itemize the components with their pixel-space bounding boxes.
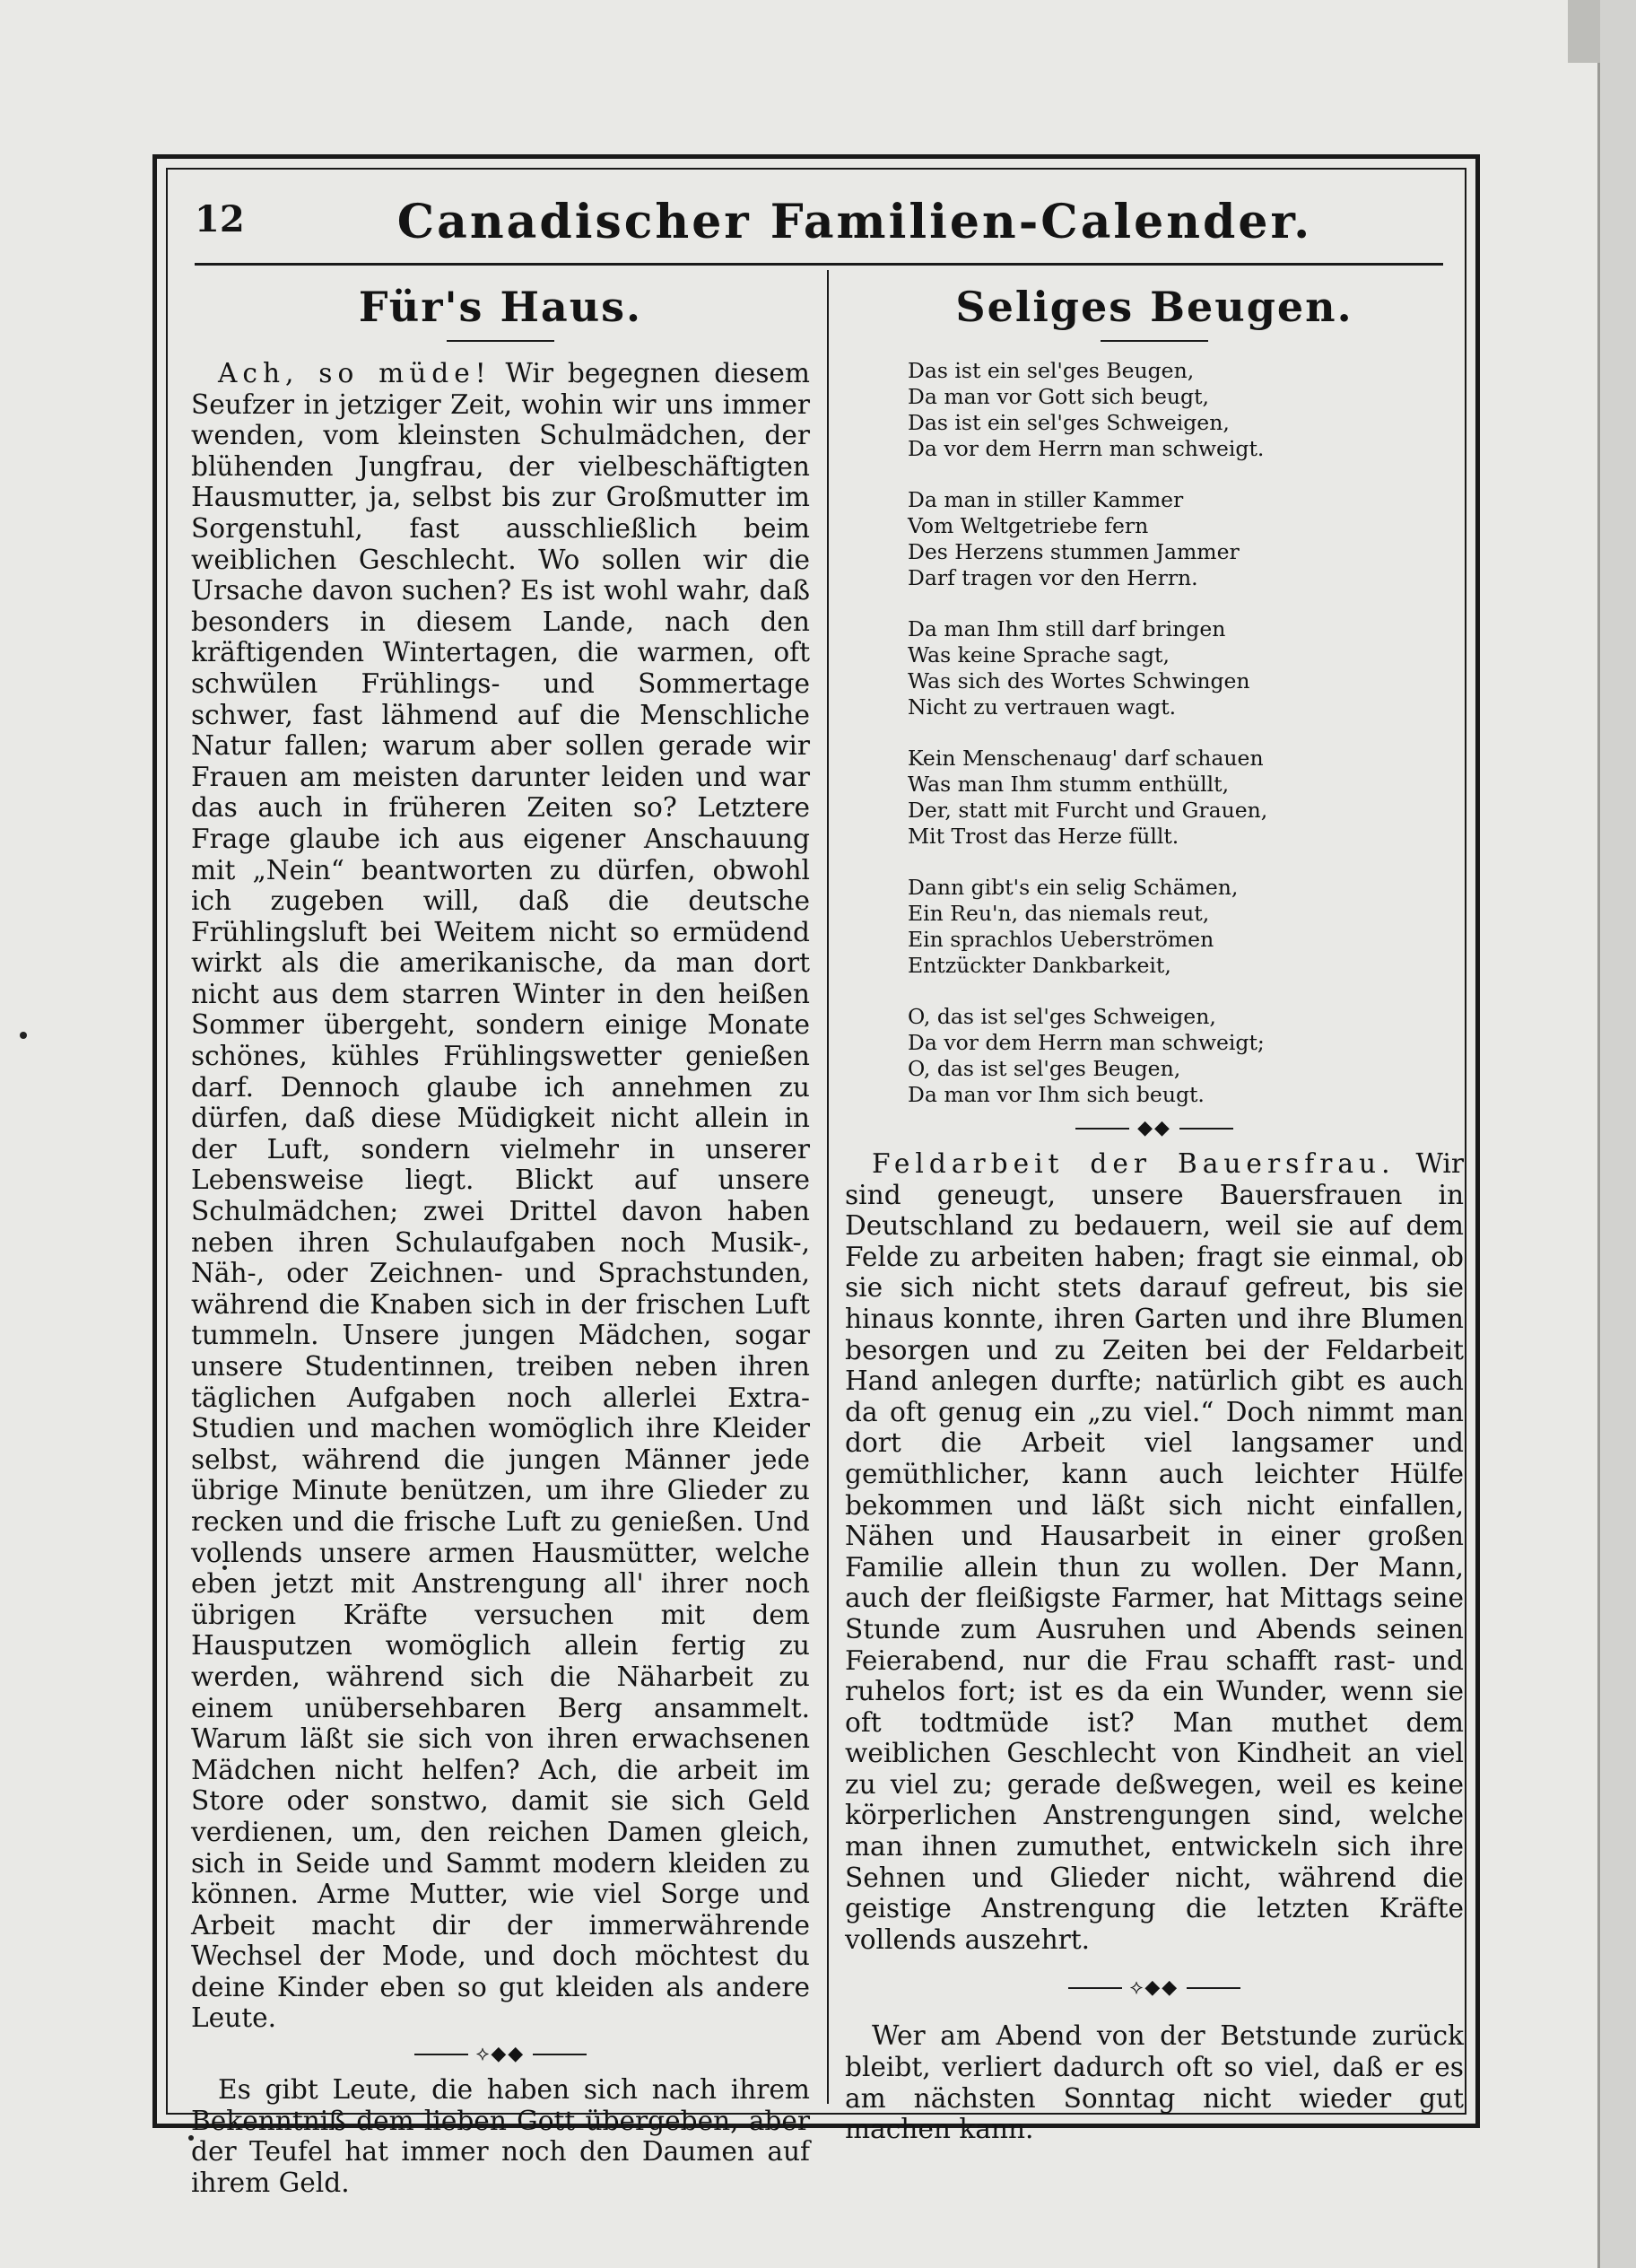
- poem-line: Ein sprachlos Ueberströmen: [908, 927, 1214, 952]
- poem-line: Nicht zu vertrauen wagt.: [908, 694, 1177, 720]
- poem-line: Da vor dem Herrn man schweigt;: [908, 1030, 1265, 1055]
- poem-line: Da vor dem Herrn man schweigt.: [908, 436, 1265, 461]
- poem-stanza: [908, 875, 1464, 979]
- article-body-feldarbeit: [845, 1148, 1464, 1955]
- poem-line: Vom Weltgetriebe fern: [908, 513, 1149, 538]
- poem-line: Ein Reu'n, das niemals reut,: [908, 901, 1210, 926]
- poem-line: Da man vor Ihm sich beugt.: [908, 1082, 1205, 1107]
- poem-line: Kein Menschenaug' darf schauen: [908, 746, 1264, 771]
- running-title: Canadischer Familien-Calender.: [396, 195, 1313, 249]
- poem-title: Seliges Beugen.: [955, 283, 1353, 331]
- aphorism-text: Wer am Abend von der Betstunde zurück bleibt, verliert dadurch oft so viel, daß er es am nächsten Sonntag nicht wieder gut machen kann.: [845, 2020, 1464, 2145]
- poem-body: [908, 358, 1464, 1108]
- column-divider: [827, 270, 829, 2104]
- poem-line: Der, statt mit Furcht und Grauen,: [908, 798, 1268, 823]
- aphorism-text: Es gibt Leute, die haben sich nach ihrem Bekenntniß dem lieben Gott übergeben, aber der Teufel hat immer noch den Daumen auf ihrem Geld.: [191, 2074, 810, 2198]
- aphorism-betstunde: [845, 2020, 1464, 2144]
- poem-line: Entzückter Dankbarkeit,: [908, 953, 1171, 978]
- page-frame: [152, 154, 1480, 2198]
- poem-line: O, das ist sel'ges Schweigen,: [908, 1004, 1216, 1029]
- section-ornament: ◆◆: [845, 1117, 1464, 1139]
- article-text: Wir sind geneugt, unsere Bauersfrauen in Deutschland zu bedauern, weil sie auf dem Felde zu arbeiten haben; fragt sie einmal, ob sie sich nicht stets darauf gefreut, bis sie hinaus konnte, ihren Garten und ihre Blumen besorgen und zu Zeiten bei der Feldarbeit Hand anlegen durfte; natürlich gibt es auch da oft genug ein „zu viel.“ Doch nimmt man dort die Arbeit viel langsamer und gemüthlicher, kann auch leichter Hülfe bekommen und läßt sich nicht einfallen, Nähen und Hausarbeit in einer großen Familie allein thun zu wollen. Der Mann, auch der fleißigste Farmer, hat Mittags seine Stunde zum Ausruhen und Abends seinen Feierabend, nur die Frau schafft rast- und ruhelos fort; ist es da ein Wunder, wenn sie oft todtmüde ist? Man muthet dem weiblichen Geschlecht von Kindheit an viel zu viel zu; gerade deßwegen, weil es keine körperlichen Anstrengungen sind, welche man ihnen zumuthet, entwickeln sich ihre Sehnen und Glieder nicht, während die geistige Anstrengung die letzten Kräfte vollends auszehrt.: [845, 1148, 1464, 1955]
- poem-stanza: [908, 746, 1464, 850]
- article-body-fuers-haus: [191, 358, 810, 2034]
- title-underline: [447, 340, 554, 342]
- poem-line: O, das ist sel'ges Beugen,: [908, 1056, 1181, 1081]
- poem-stanza: [908, 358, 1464, 462]
- header-rule: [195, 263, 1443, 266]
- article-text: Wir begegnen diesem Seufzer in jetziger Zeit, wohin wir uns immer wenden, vom kleinsten Schulmädchen, der blühenden Jungfrau, der vielbeschäftigten Hausmutter, ja, selbst bis zur Großmutter im Sorgenstuhl, fast ausschließlich beim weiblichen Geschlecht. Wo sollen wir die Ursache davon suchen? Es ist wohl wahr, daß besonders in diesem Lande, nach den kräftigenden Wintertagen, die warmen, oft schwülen Frühlings- und Sommertage schwer, fast lähmend auf die Menschliche Natur fallen; warum aber sollen gerade wir Frauen am meisten darunter leiden und war das auch in früheren Zeiten so? Letztere Frage glaube ich aus eigener Anschauung mit „Nein“ beantworten zu dürfen, obwohl ich zugeben will, daß die deutsche Frühlingsluft bei Weitem nicht so ermüdend wirkt als die amerikanische, da man dort nicht aus dem starren Winter in den heißen Sommer übergeht, sondern einige Monate schönes, kühles Frühlingswetter genießen darf. Dennoch glaube ich annehmen zu dürfen, daß diese Müdigkeit nicht allein in der Luft, sondern vielmehr in unserer Lebensweise liegt. Blickt auf unsere Schulmädchen; zwei Drittel davon haben neben ihren Schulaufgaben noch Musik-, Näh-, oder Zeichnen- und Sprachstunden, während die Knaben sich in der frischen Luft tummeln. Unsere jungen Mädchen, sogar unsere Studentinnen, treiben neben ihren täglichen Aufgaben noch allerlei Extra-Studien und machen womöglich ihre Kleider selbst, während die jungen Männer jede übrige Minute benützen, um ihre Glieder zu recken und die frische Luft zu genießen. Und vollends unsere armen Hausmütter, welche eben jetzt mit Anstrengung all' ihrer noch übrigen Kräfte versuchen mit dem Hausputzen womöglich allein fertig zu werden, während sich die Näharbeit zu einem unübersehbaren Berg ansammelt. Warum läßt sie sich von ihren erwachsenen Mädchen nicht helfen? Ach, die arbeit im Store oder sonstwo, damit sie sich Geld verdienen, um, den reichen Damen gleich, sich in Seide und Sammt modern kleiden zu können. Arme Mutter, wie viel Sorge und Arbeit macht dir der immerwährende Wechsel der Mode, und doch möchtest du deine Kinder eben so gut kleiden als andere Leute.: [191, 358, 810, 2034]
- title-underline: [1101, 340, 1208, 342]
- left-column: [191, 275, 810, 2198]
- poem-line: Was sich des Wortes Schwingen: [908, 668, 1250, 693]
- poem-stanza: [908, 1004, 1464, 1108]
- scan-corner-shadow: [1568, 0, 1600, 63]
- poem-line: Da man Ihm still darf bringen: [908, 616, 1226, 641]
- page-inner-border: [166, 168, 1466, 2198]
- poem-stanza: [908, 616, 1464, 720]
- poem-line: Das ist ein sel'ges Beugen,: [908, 358, 1195, 383]
- page-number: 12: [195, 198, 245, 240]
- poem-line: Darf tragen vor den Herrn.: [908, 565, 1198, 590]
- poem-line: Mit Trost das Herze füllt.: [908, 824, 1179, 849]
- article-title-fuers-haus: Für's Haus.: [358, 283, 643, 331]
- article-lead: Ach, so müde!: [218, 358, 492, 388]
- scan-page-edge: [1597, 0, 1636, 2268]
- poem-line: Was man Ihm stumm enthüllt,: [908, 772, 1230, 797]
- aphorism-geld: [191, 2074, 810, 2198]
- right-column: [845, 275, 1464, 2145]
- section-ornament: ⟡◆◆: [191, 2043, 810, 2065]
- poem-line: Das ist ein sel'ges Schweigen,: [908, 410, 1230, 435]
- poem-stanza: [908, 487, 1464, 591]
- poem-line: Da man in stiller Kammer: [908, 487, 1184, 512]
- poem-line: Des Herzens stummen Jammer: [908, 539, 1240, 564]
- poem-line: Da man vor Gott sich beugt,: [908, 384, 1210, 409]
- poem-line: Dann gibt's ein selig Schämen,: [908, 875, 1239, 900]
- page-header: [195, 195, 1443, 257]
- article-lead: Feldarbeit der Bauersfrau.: [872, 1148, 1396, 1179]
- section-ornament: ⟡◆◆: [845, 1976, 1464, 1999]
- poem-line: Was keine Sprache sagt,: [908, 642, 1170, 667]
